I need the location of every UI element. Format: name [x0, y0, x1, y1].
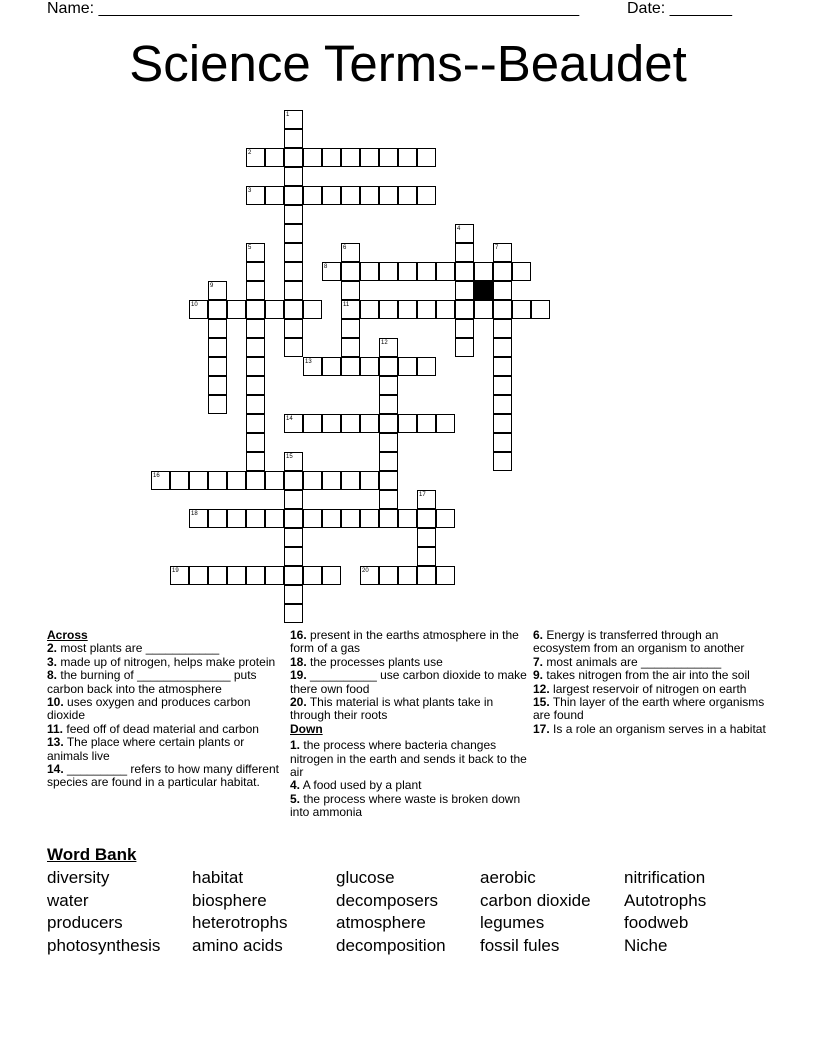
grid-cell[interactable] — [170, 566, 189, 585]
word-bank-item: legumes — [480, 913, 545, 932]
grid-cell[interactable] — [322, 414, 341, 433]
grid-cell[interactable] — [284, 547, 303, 566]
grid-cell[interactable] — [341, 281, 360, 300]
clue-across-13 — [47, 736, 287, 763]
clue-number: 13. — [47, 735, 64, 750]
clue-down-6 — [533, 629, 778, 656]
grid-cell[interactable] — [246, 433, 265, 452]
grid-cell[interactable] — [322, 186, 341, 205]
grid-cell[interactable] — [417, 547, 436, 566]
clue-text: most plants are ___________ — [60, 641, 220, 656]
grid-cell[interactable] — [246, 376, 265, 395]
grid-cell[interactable] — [493, 414, 512, 433]
grid-cell[interactable] — [379, 509, 398, 528]
grid-cell[interactable] — [436, 300, 455, 319]
grid-cell[interactable] — [208, 509, 227, 528]
clue-number-label: 15 — [286, 454, 293, 460]
grid-cell[interactable] — [417, 566, 436, 585]
clue-number-label: 2 — [248, 150, 252, 156]
clue-text: A food used by a plant — [302, 778, 422, 793]
grid-cell[interactable] — [246, 566, 265, 585]
grid-cell[interactable] — [208, 395, 227, 414]
grid-cell[interactable] — [284, 452, 303, 471]
word-bank-item: Autotrophs — [624, 890, 707, 910]
grid-cell[interactable] — [360, 148, 379, 167]
grid-cell[interactable] — [284, 414, 303, 433]
grid-cell[interactable] — [284, 471, 303, 490]
word-bank-item: decomposers — [336, 890, 439, 910]
clue-down-5 — [290, 793, 530, 820]
clue-number: 3. — [47, 654, 58, 669]
grid-cell[interactable] — [493, 319, 512, 338]
word-bank-item: photosynthesis — [47, 935, 161, 955]
grid-cell[interactable] — [379, 186, 398, 205]
clue-number-label: 7 — [495, 245, 499, 251]
grid-cell[interactable] — [284, 319, 303, 338]
grid-cell[interactable] — [360, 414, 379, 433]
clue-down-7 — [533, 656, 778, 669]
grid-cell[interactable] — [284, 528, 303, 547]
grid-cell[interactable] — [189, 471, 208, 490]
grid-cell[interactable] — [417, 300, 436, 319]
grid-cell[interactable] — [284, 604, 303, 623]
clue-text: Is a role an organism serves in a habitat — [553, 721, 766, 736]
grid-cell[interactable] — [398, 414, 417, 433]
word-bank-item: foodweb — [624, 913, 689, 932]
grid-cell[interactable] — [379, 433, 398, 452]
clue-number-label: 13 — [305, 359, 312, 365]
grid-cell[interactable] — [208, 338, 227, 357]
grid-cell[interactable] — [360, 186, 379, 205]
grid-cell[interactable] — [398, 262, 417, 281]
grid-cell[interactable] — [303, 148, 322, 167]
grid-cell[interactable] — [284, 224, 303, 243]
grid-cell[interactable] — [341, 357, 360, 376]
grid-cell[interactable] — [493, 395, 512, 414]
clue-number-label: 5 — [248, 245, 252, 251]
clue-across-11 — [47, 723, 287, 736]
grid-cell[interactable] — [284, 566, 303, 585]
grid-cell[interactable] — [322, 357, 341, 376]
grid-cell[interactable] — [512, 300, 531, 319]
grid-cell[interactable] — [398, 509, 417, 528]
clues-column-2 — [290, 629, 530, 820]
word-bank-item: heterotrophs — [192, 913, 288, 932]
clue-across-16 — [290, 629, 530, 656]
grid-cell[interactable] — [208, 376, 227, 395]
word-bank-item: fossil fules — [480, 935, 560, 955]
clue-text: feed off of dead material and carbon — [66, 721, 259, 736]
clues-column-3 — [533, 629, 778, 736]
grid-cell[interactable] — [208, 281, 227, 300]
word-bank-item: biosphere — [192, 890, 267, 910]
grid-cell[interactable] — [455, 319, 474, 338]
grid-cell[interactable] — [436, 414, 455, 433]
clue-number: 9. — [533, 668, 544, 683]
word-bank-title: Word Bank — [47, 845, 137, 864]
grid-cell[interactable] — [379, 452, 398, 471]
grid-cell[interactable] — [284, 243, 303, 262]
grid-cell[interactable] — [379, 262, 398, 281]
grid-cell[interactable] — [208, 566, 227, 585]
grid-cell[interactable] — [284, 205, 303, 224]
grid-cell[interactable] — [303, 566, 322, 585]
grid-cell[interactable] — [379, 148, 398, 167]
clue-number-label: 1 — [286, 112, 290, 118]
grid-cell[interactable] — [398, 357, 417, 376]
clue-number: 19. — [290, 668, 307, 683]
grid-cell[interactable] — [341, 243, 360, 262]
grid-cell[interactable] — [284, 148, 303, 167]
grid-cell[interactable] — [284, 338, 303, 357]
grid-cell[interactable] — [189, 300, 208, 319]
grid-cell[interactable] — [265, 509, 284, 528]
word-bank-item: habitat — [192, 868, 244, 887]
clue-text: most animals are ____________ — [546, 654, 722, 669]
clue-number-label: 19 — [172, 568, 179, 574]
word-bank-item: nitrification — [624, 868, 706, 887]
clue-number: 14. — [47, 762, 64, 777]
grid-cell[interactable] — [265, 300, 284, 319]
grid-cell[interactable] — [246, 262, 265, 281]
grid-cell[interactable] — [265, 471, 284, 490]
clue-number: 7. — [533, 654, 544, 669]
name-field: Name: ______________________________________________________ — [47, 0, 580, 17]
clue-number: 11. — [47, 721, 64, 736]
grid-cell[interactable] — [493, 376, 512, 395]
clue-number: 15. — [533, 695, 550, 710]
clue-across-10 — [47, 696, 287, 723]
grid-cell[interactable] — [436, 566, 455, 585]
grid-cell[interactable] — [379, 376, 398, 395]
grid-cell[interactable] — [284, 490, 303, 509]
grid-cell[interactable] — [360, 509, 379, 528]
grid-cell[interactable] — [379, 357, 398, 376]
grid-cell[interactable] — [417, 528, 436, 547]
grid-cell[interactable] — [227, 509, 246, 528]
clue-number: 5. — [290, 791, 301, 806]
grid-cell[interactable] — [455, 338, 474, 357]
grid-cell[interactable] — [417, 357, 436, 376]
grid-cell[interactable] — [493, 433, 512, 452]
grid-cell[interactable] — [360, 566, 379, 585]
word-bank-item: glucose — [336, 868, 395, 887]
grid-cell[interactable] — [512, 262, 531, 281]
clue-number-label: 18 — [191, 511, 198, 517]
grid-cell[interactable] — [417, 186, 436, 205]
grid-cell[interactable] — [246, 148, 265, 167]
grid-cell[interactable] — [493, 262, 512, 281]
clue-text: the burning of ______________ puts carbon back into the atmosphere — [47, 668, 257, 696]
clue-number-label: 9 — [210, 283, 214, 289]
grid-cell[interactable] — [284, 509, 303, 528]
grid-cell[interactable] — [455, 300, 474, 319]
clue-number: 2. — [47, 641, 58, 656]
clue-text: present in the earths atmosphere in the form of a gas — [290, 628, 519, 656]
grid-cell[interactable] — [379, 566, 398, 585]
clue-text: uses oxygen and produces carbon dioxide — [47, 695, 251, 723]
grid-cell[interactable] — [379, 395, 398, 414]
clue-across-2 — [47, 642, 287, 655]
grid-cell[interactable] — [398, 186, 417, 205]
grid-cell[interactable] — [341, 148, 360, 167]
clue-text: Energy is transferred through an ecosystem from an organism to another — [533, 628, 745, 656]
grid-cell[interactable] — [284, 129, 303, 148]
grid-cell[interactable] — [246, 281, 265, 300]
grid-cell[interactable] — [436, 509, 455, 528]
grid-cell[interactable] — [531, 300, 550, 319]
clue-text: the processes plants use — [310, 654, 443, 669]
grid-cell[interactable] — [417, 509, 436, 528]
clue-number-label: 16 — [153, 473, 160, 479]
grid-cell[interactable] — [303, 357, 322, 376]
clue-across-8 — [47, 669, 287, 696]
grid-cell[interactable] — [208, 319, 227, 338]
clues-column-1 — [47, 629, 287, 790]
grid-cell[interactable] — [322, 148, 341, 167]
clue-down-4 — [290, 779, 530, 792]
grid-cell[interactable] — [246, 300, 265, 319]
grid-cell[interactable] — [398, 300, 417, 319]
grid-cell[interactable] — [303, 186, 322, 205]
clue-down-1 — [290, 739, 530, 779]
date-field: Date: _______ — [627, 0, 732, 17]
clue-number-label: 11 — [343, 302, 350, 308]
clue-down-9 — [533, 669, 778, 682]
grid-cell[interactable] — [493, 243, 512, 262]
clue-text: the process where waste is broken down into ammonia — [290, 791, 521, 820]
grid-cell[interactable] — [170, 471, 189, 490]
clue-number: 6. — [533, 628, 544, 642]
word-bank-item: carbon dioxide — [480, 890, 591, 910]
clue-number-label: 14 — [286, 416, 293, 422]
grid-cell[interactable] — [246, 186, 265, 205]
grid-cell[interactable] — [265, 186, 284, 205]
grid-cell[interactable] — [246, 357, 265, 376]
clue-number: 4. — [290, 778, 301, 793]
grid-cell[interactable] — [417, 262, 436, 281]
grid-cell[interactable] — [474, 300, 493, 319]
grid-cell[interactable] — [246, 452, 265, 471]
clue-down-15 — [533, 696, 778, 723]
grid-cell[interactable] — [284, 110, 303, 129]
clue-text: _________ refers to how many different species are found in a particular habitat. — [47, 762, 279, 790]
grid-cell[interactable] — [303, 300, 322, 319]
grid-cell[interactable] — [493, 452, 512, 471]
clue-number: 16. — [290, 628, 307, 642]
clue-number-label: 8 — [324, 264, 328, 270]
grid-cell[interactable] — [455, 224, 474, 243]
grid-cell[interactable] — [360, 262, 379, 281]
grid-cell[interactable] — [284, 262, 303, 281]
clue-number: 12. — [533, 681, 550, 696]
clue-number: 1. — [290, 738, 301, 753]
grid-cell[interactable] — [227, 566, 246, 585]
clue-number-label: 12 — [381, 340, 388, 346]
word-bank-item: decomposition — [336, 935, 446, 955]
grid-cell[interactable] — [360, 357, 379, 376]
grid-cell[interactable] — [360, 471, 379, 490]
grid-cell[interactable] — [455, 281, 474, 300]
grid-cell[interactable] — [265, 566, 284, 585]
grid-cell[interactable] — [208, 471, 227, 490]
grid-cell[interactable] — [417, 414, 436, 433]
grid-cell[interactable] — [379, 490, 398, 509]
word-bank-item: atmosphere — [336, 913, 426, 932]
grid-cell[interactable] — [246, 338, 265, 357]
grid-cell[interactable] — [284, 281, 303, 300]
clue-text: the process where bacteria changes nitrogen in the earth and sends it back to the air — [290, 738, 527, 780]
grid-cell[interactable] — [398, 148, 417, 167]
grid-cell[interactable] — [284, 167, 303, 186]
clue-text: The place where certain plants or animals live — [47, 735, 245, 763]
grid-cell[interactable] — [455, 262, 474, 281]
down-heading: Down — [290, 721, 323, 736]
clue-number-label: 3 — [248, 188, 252, 194]
grid-cell[interactable] — [322, 566, 341, 585]
grid-cell[interactable] — [284, 585, 303, 604]
grid-cell[interactable] — [379, 471, 398, 490]
clue-text: made up of nitrogen, helps make protein — [60, 654, 276, 669]
grid-cell[interactable] — [417, 490, 436, 509]
grid-cell[interactable] — [303, 414, 322, 433]
grid-cell[interactable] — [322, 509, 341, 528]
grid-cell[interactable] — [246, 395, 265, 414]
grid-cell[interactable] — [341, 319, 360, 338]
grid-cell[interactable] — [227, 471, 246, 490]
grid-cell[interactable] — [436, 262, 455, 281]
clue-across-18 — [290, 656, 530, 669]
clue-number: 18. — [290, 654, 307, 669]
clue-number-label: 20 — [362, 568, 369, 574]
grid-cell[interactable] — [493, 338, 512, 357]
clue-text: Thin layer of the earth where organisms are found — [533, 695, 765, 723]
grid-cell[interactable] — [227, 300, 246, 319]
grid-cell[interactable] — [493, 300, 512, 319]
clue-text: __________ use carbon dioxide to make there own food — [290, 668, 527, 696]
word-bank-item: water — [47, 890, 89, 910]
grid-cell[interactable] — [189, 509, 208, 528]
grid-cell[interactable] — [341, 262, 360, 281]
word-bank-item: Niche — [624, 935, 668, 955]
clue-number-label: 17 — [419, 492, 426, 498]
grid-cell[interactable] — [208, 357, 227, 376]
clue-across-20 — [290, 696, 530, 723]
clue-down-12 — [533, 683, 778, 696]
grid-cell[interactable] — [417, 148, 436, 167]
clue-across-19 — [290, 669, 530, 696]
grid-cell[interactable] — [189, 566, 208, 585]
grid-cell[interactable] — [341, 414, 360, 433]
clue-number: 17. — [533, 721, 550, 736]
grid-cell[interactable] — [322, 471, 341, 490]
grid-cell[interactable] — [284, 186, 303, 205]
grid-cell[interactable] — [341, 338, 360, 357]
grid-cell[interactable] — [493, 281, 512, 300]
grid-cell[interactable] — [398, 566, 417, 585]
grid-cell[interactable] — [360, 300, 379, 319]
grid-cell[interactable] — [246, 471, 265, 490]
grid-cell[interactable] — [151, 471, 170, 490]
grid-cell[interactable] — [265, 148, 284, 167]
grid-cell[interactable] — [246, 319, 265, 338]
grid-cell[interactable] — [379, 414, 398, 433]
grid-cell[interactable] — [341, 509, 360, 528]
grid-cell[interactable] — [493, 357, 512, 376]
clue-text: largest reservoir of nitrogen on earth — [553, 681, 747, 696]
grid-cell[interactable] — [284, 300, 303, 319]
grid-cell[interactable] — [246, 509, 265, 528]
page-title: Science Terms--Beaudet — [129, 35, 687, 92]
clue-number: 20. — [290, 695, 307, 710]
black-cell — [474, 281, 493, 300]
clue-number-label: 6 — [343, 245, 347, 251]
grid-cell[interactable] — [379, 300, 398, 319]
clue-number: 10. — [47, 695, 64, 710]
grid-cell[interactable] — [208, 300, 227, 319]
clue-text: takes nitrogen from the air into the soil — [546, 668, 750, 683]
clue-down-17 — [533, 723, 778, 736]
across-heading: Across — [47, 628, 88, 642]
grid-cell[interactable] — [303, 471, 322, 490]
word-bank-item: amino acids — [192, 935, 283, 955]
grid-cell[interactable] — [341, 186, 360, 205]
grid-cell[interactable] — [379, 338, 398, 357]
grid-cell[interactable] — [474, 262, 493, 281]
clue-across-3 — [47, 656, 287, 669]
word-bank-item: diversity — [47, 868, 110, 887]
grid-cell[interactable] — [303, 509, 322, 528]
clue-number-label: 10 — [191, 302, 198, 308]
grid-cell[interactable] — [246, 414, 265, 433]
clue-number-label: 4 — [457, 226, 461, 232]
clue-across-14 — [47, 763, 287, 790]
word-bank-item: aerobic — [480, 868, 536, 887]
grid-cell[interactable] — [341, 300, 360, 319]
clue-number: 8. — [47, 668, 58, 683]
grid-cell[interactable] — [322, 262, 341, 281]
grid-cell[interactable] — [246, 243, 265, 262]
word-bank-item: producers — [47, 913, 123, 932]
grid-cell[interactable] — [341, 471, 360, 490]
clue-text: This material is what plants take in through their roots — [290, 695, 494, 723]
grid-cell[interactable] — [455, 243, 474, 262]
